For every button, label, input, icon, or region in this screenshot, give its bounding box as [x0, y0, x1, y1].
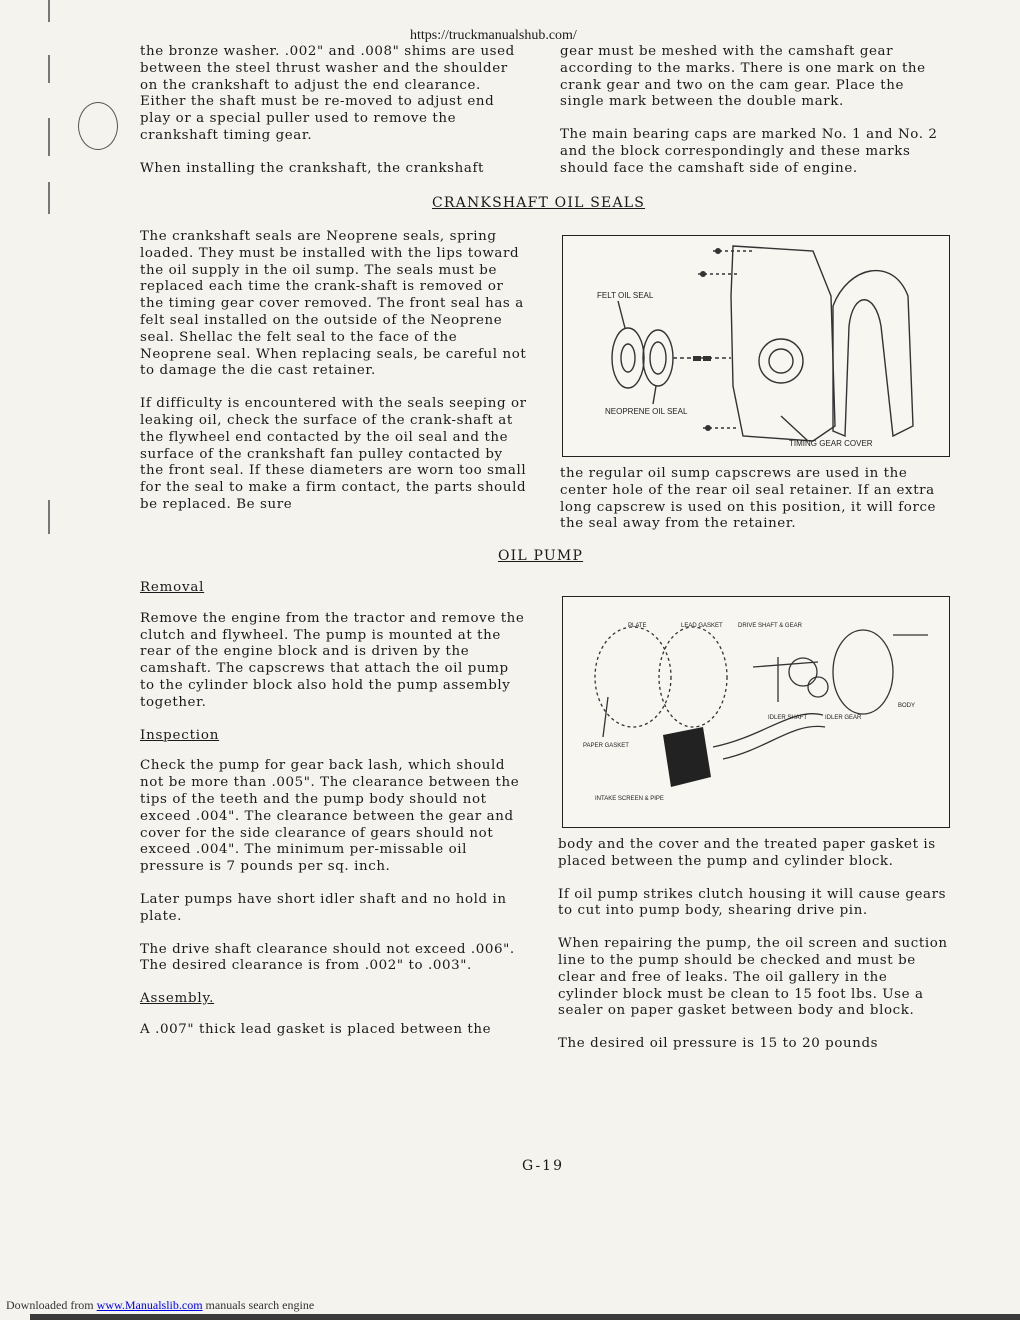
footer-prefix: Downloaded from	[6, 1298, 94, 1312]
margin-mark	[48, 500, 50, 534]
paragraph: Check the pump for gear back lash, which should not be more than .005". The clearance between the tips of the teeth and the pump body should not exceed .004". The clearance between the gear and cover for the side clearance of gears should not exceed .004". The minimum per-missable oil pressure is 7 pounds per sq. inch.	[140, 758, 520, 875]
margin-mark	[48, 55, 50, 83]
label-lead-gasket: LEAD GASKET	[681, 623, 723, 629]
label-felt-oil-seal: FELT OIL SEAL	[597, 291, 654, 300]
lead-gasket-shape	[659, 627, 727, 727]
paragraph: If difficulty is encountered with the seals seeping or leaking oil, check the surface of the crank-shaft at the flywheel end contacted by the oil seal and the surface of the crankshaft fan pulley contacted by the front seal. If these diameters are worn too small for the seal to make a firm contact, the parts should be replaced. Be sure	[140, 396, 527, 512]
paragraph: body and the cover and the treated paper gasket is placed between the pump and cylinder block.	[558, 837, 936, 869]
label-body: BODY	[898, 703, 916, 709]
timing-cover-shape	[731, 246, 835, 441]
seals-right-column	[560, 466, 952, 549]
paragraph: the regular oil sump capscrews are used in the center hole of the rear oil seal retainer. If an extra long capscrew is used on this position, it will force the seal away from the retainer.	[560, 466, 937, 532]
paragraph: The drive shaft clearance should not exceed .006". The desired clearance is from .002" to .003".	[140, 941, 515, 974]
paragraph: A .007" thick lead gasket is placed between the	[140, 1021, 492, 1037]
intake-screen-shape	[663, 727, 711, 787]
oil-pump-diagram	[563, 597, 949, 827]
margin-mark	[48, 182, 50, 214]
paragraph: the bronze washer. .002" and .008" shims are used between the steel thrust washer and the shoulder on the crankshaft to adjust the end clearance. Either the shaft must be re-moved to adjust end play or a special puller used to remove the crankshaft timing gear.	[140, 44, 515, 143]
top-right-column	[560, 44, 952, 194]
neoprene-seal-shape	[643, 330, 673, 386]
section-heading-crankshaft-oil-seals: CRANKSHAFT OIL SEALS	[432, 195, 646, 211]
paragraph: If oil pump strikes clutch housing it will cause gears to cut into pump body, shearing drive pin.	[558, 886, 947, 919]
label-intake-screen-pipe: INTAKE SCREEN & PIPE	[595, 796, 664, 802]
paragraph: When installing the crankshaft, the crankshaft	[140, 160, 484, 176]
manualslib-link[interactable]: www.Manualslib.com	[96, 1298, 203, 1312]
punch-hole	[78, 102, 118, 150]
paragraph: When repairing the pump, the oil screen and suction line to the pump should be checked and must be clear and free of leaks. The oil gallery in the cylinder block must be clean to 15 foot lbs. Use a sealer on paper gasket between body and block.	[558, 936, 948, 1019]
subheading-inspection: Inspection	[140, 727, 220, 743]
download-footer	[6, 1298, 314, 1313]
pump-body-shape	[833, 630, 893, 714]
label-timing-gear-cover: TIMING GEAR COVER	[789, 439, 873, 448]
figure-oil-pump	[562, 596, 950, 828]
margin-mark	[48, 0, 50, 22]
top-left-column	[140, 44, 528, 194]
paragraph: The main bearing caps are marked No. 1 and No. 2 and the block correspondingly and these marks should face the camshaft side of engine.	[560, 127, 938, 176]
paragraph: Remove the engine from the tractor and remove the clutch and flywheel. The pump is mounted at the rear of the engine block and is driven by the camshaft. The capscrews that attach the oil pump to the cylinder block also hold the pump assembly together.	[140, 610, 525, 710]
paragraph: Later pumps have short idler shaft and no hold in plate.	[140, 891, 507, 924]
label-plate: PLATE	[628, 623, 647, 629]
footer-suffix: manuals search engine	[205, 1298, 315, 1312]
source-url: https://truckmanualshub.com/	[410, 28, 577, 43]
bottom-scan-edge	[30, 1314, 1020, 1320]
paragraph: gear must be meshed with the camshaft gear according to the marks. There is one mark on the crank gear and two on the cam gear. Place the single mark between the double mark.	[560, 44, 926, 110]
seals-left-column	[140, 229, 528, 530]
felt-seal-shape	[612, 328, 644, 388]
margin-mark	[48, 118, 50, 156]
pump-right-column	[558, 837, 952, 1069]
pump-left-column	[140, 580, 528, 1055]
subheading-removal: Removal	[140, 580, 205, 595]
label-idler-gear: IDLER GEAR	[825, 715, 862, 721]
figure-crankshaft-seals	[562, 235, 950, 457]
paragraph: The crankshaft seals are Neoprene seals, spring loaded. They must be installed with the lips toward the oil supply in the oil sump. The seals must be replaced each time the crank-shaft is removed or the timing gear cover removed. The front seal has a felt seal installed on the outside of the Neoprene seal. Shellac the felt seal to the face of the Neoprene seal. When replacing seals, be careful not to damage the die cast retainer.	[140, 229, 527, 379]
label-paper-gasket: PAPER GASKET	[583, 743, 629, 749]
label-neoprene-oil-seal: NEOPRENE OIL SEAL	[605, 407, 688, 416]
section-heading-oil-pump: OIL PUMP	[498, 548, 584, 564]
label-idler-shaft: IDLER SHAFT	[768, 715, 808, 721]
page-number: G-19	[522, 1158, 564, 1174]
subheading-assembly: Assembly.	[140, 991, 215, 1007]
label-drive-shaft-gear: DRIVE SHAFT & GEAR	[738, 623, 802, 629]
paragraph: The desired oil pressure is 15 to 20 pounds	[558, 1036, 879, 1052]
crankshaft-seals-diagram	[563, 236, 949, 456]
gasket-shape	[833, 271, 913, 436]
